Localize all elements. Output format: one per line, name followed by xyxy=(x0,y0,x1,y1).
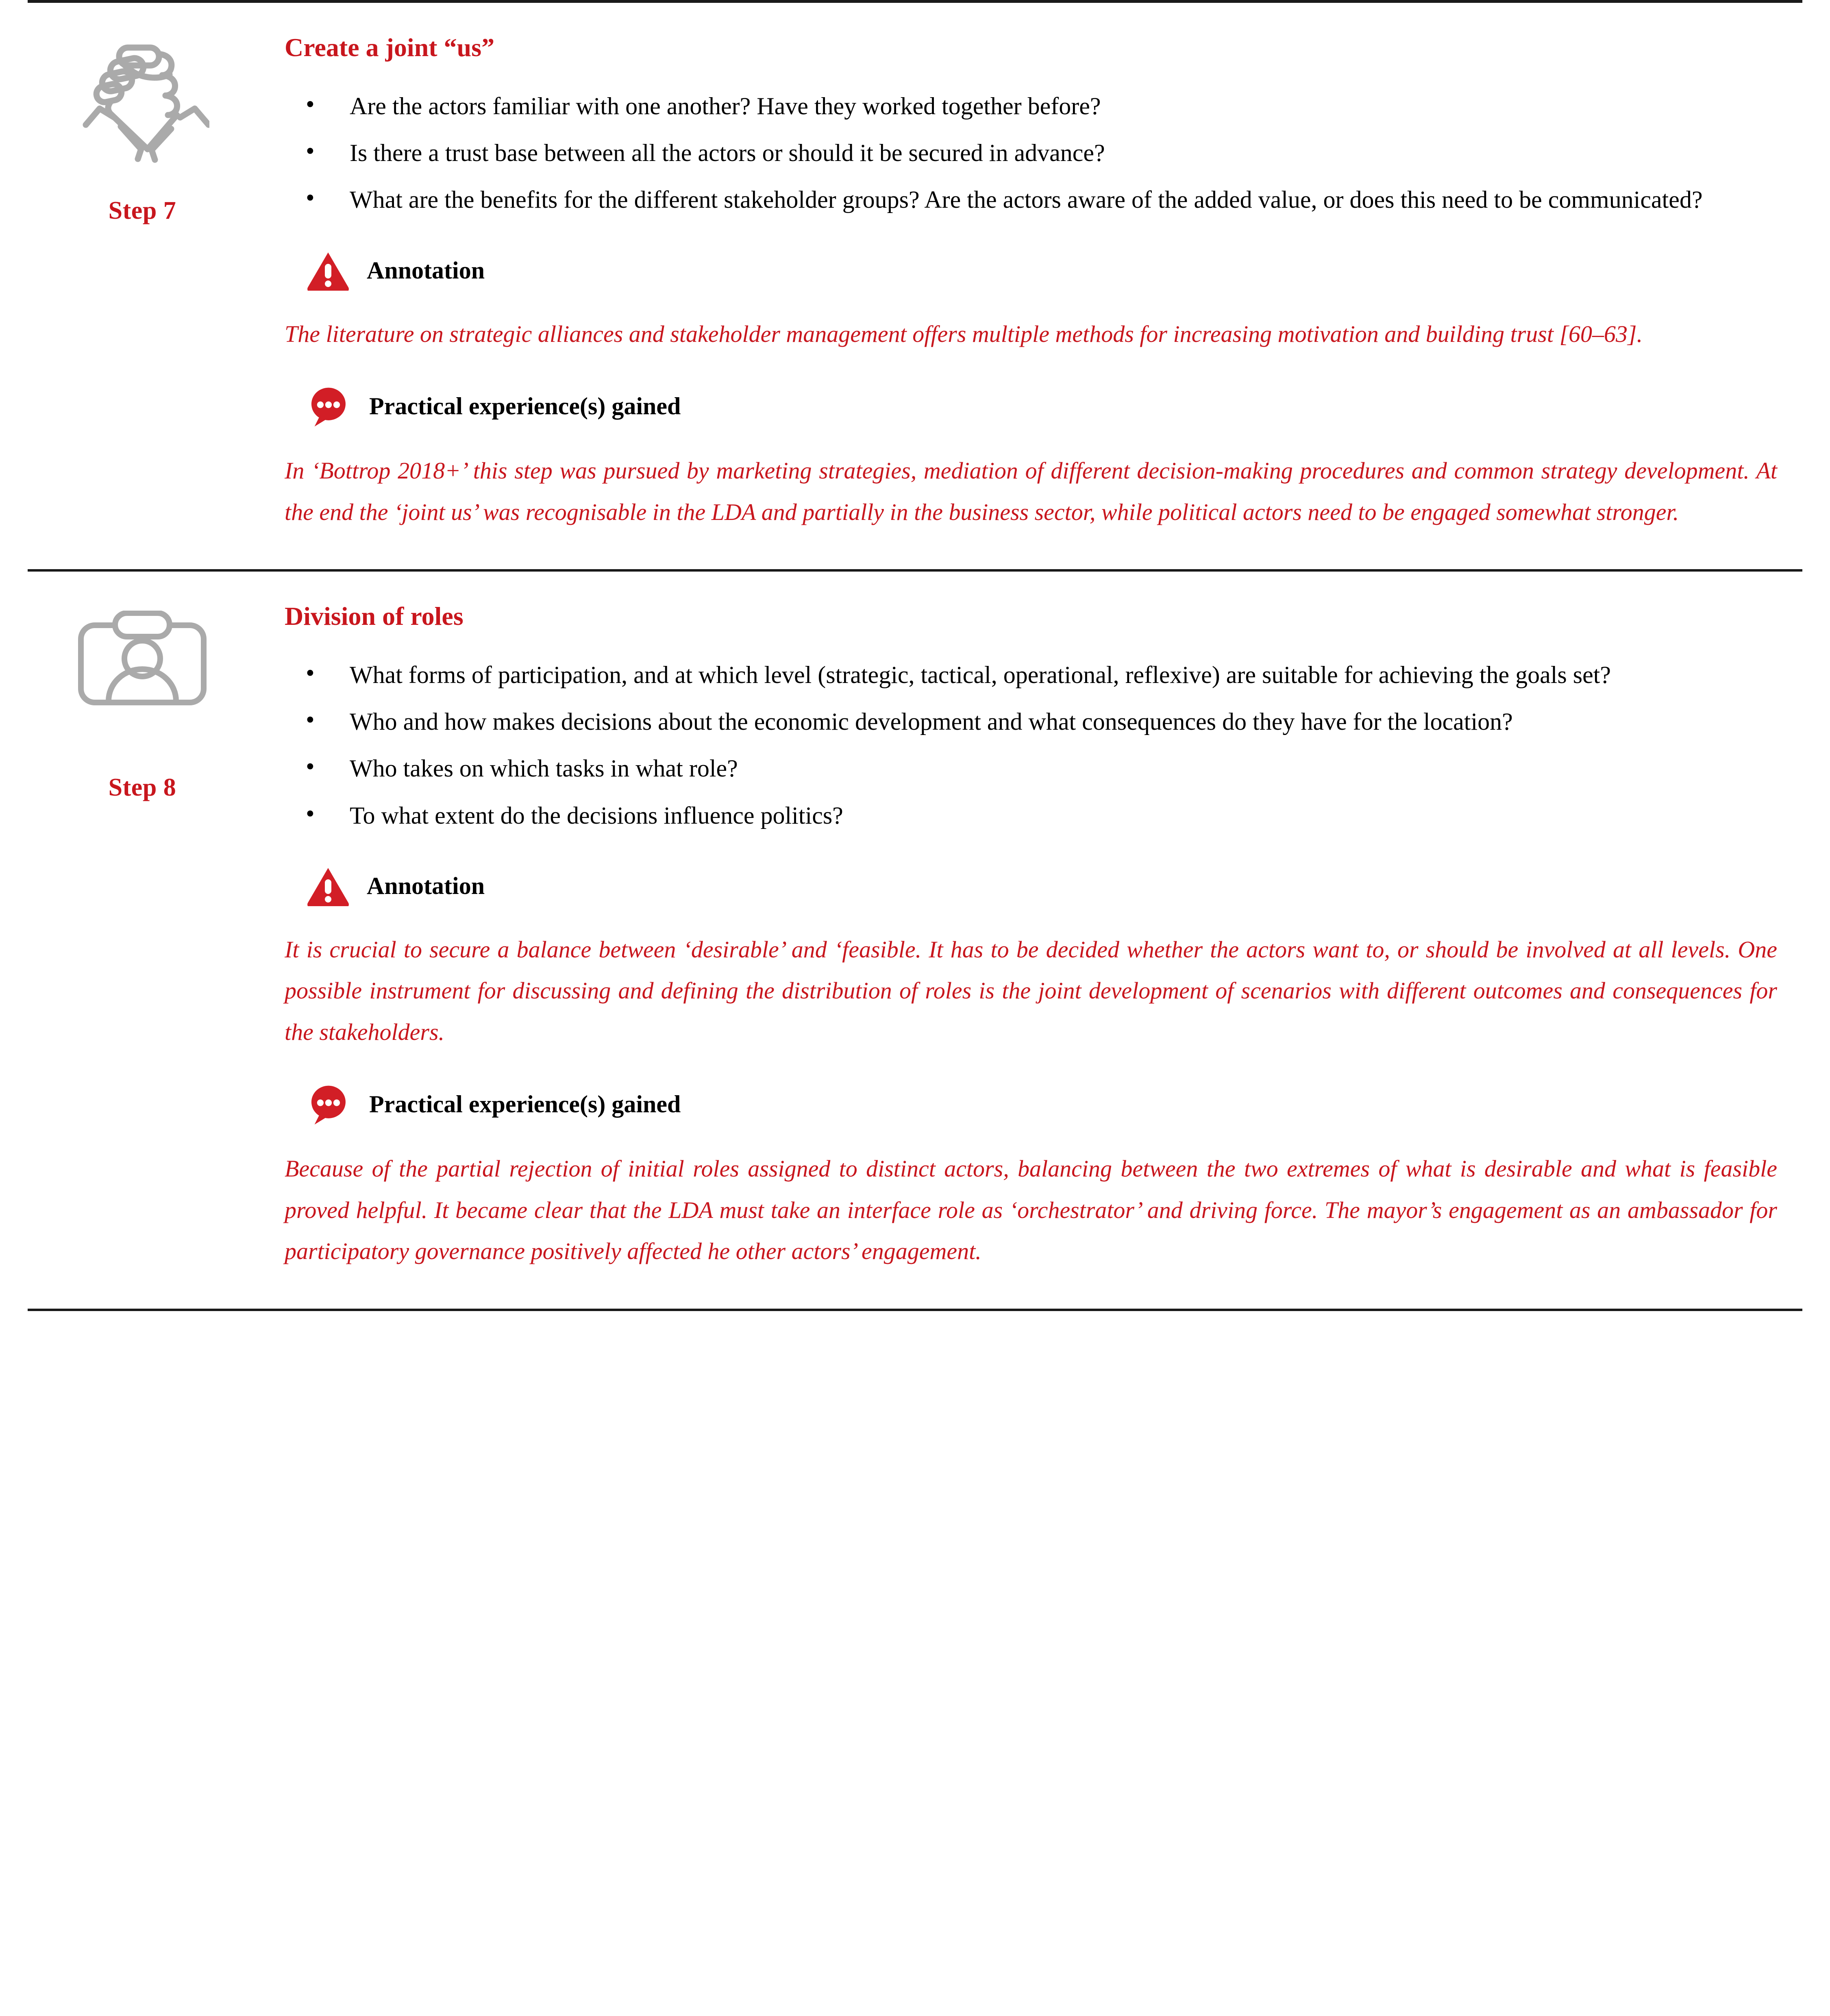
handshake-icon xyxy=(75,42,209,164)
speech-bubble-icon xyxy=(306,1083,367,1125)
step-8-practical-header xyxy=(285,1083,1781,1125)
list-item: • Is there a trust base between all the actors or should it be secured in advance? xyxy=(285,133,1781,173)
warning-triangle-icon xyxy=(306,866,367,906)
step-8-sidebar xyxy=(0,572,285,802)
step-7-title: Create a joint “us” xyxy=(285,33,495,62)
step-8-practical-heading: Practical experience(s) gained xyxy=(369,1090,681,1118)
list-item: • Who and how makes decisions about the economic development and what consequences do they have for the location? xyxy=(285,702,1781,742)
warning-triangle-icon xyxy=(306,250,367,291)
step-8-practical-text: Because of the partial rejection of initial roles assigned to distinct actors, balancing between the two extremes of what is desirable and what is feasible proved helpful. It became clear that the LDA must take an interface role as ‘orchestrator’ and driving force. The mayor’s engagement as an ambassador for participatory governance positively affected he other actors’ engagement. xyxy=(285,1155,1777,1265)
step-8-annotation-text: It is crucial to secure a balance between ‘desirable’ and ‘feasible. It has to be decided whether the actors want to, or should be involved at all levels. One possible instrument for discussing and defining the distribution of roles is the joint development of scenarios with different outcomes and consequences for the stakeholders. xyxy=(285,936,1777,1045)
step-7-bullet-list xyxy=(285,87,1781,220)
step-7-content xyxy=(285,3,1830,569)
step-8-annotation-heading: Annotation xyxy=(367,872,485,899)
list-item: • To what extent do the decisions influence politics? xyxy=(285,796,1781,835)
step-7-practical-heading: Practical experience(s) gained xyxy=(369,392,681,420)
step-section-8 xyxy=(0,572,1830,1309)
step-8-annotation-header xyxy=(285,866,1781,906)
list-item: • What are the benefits for the different stakeholder groups? Are the actors aware of the added value, or does this need to be communicated? xyxy=(285,180,1781,220)
step-8-title: Division of roles xyxy=(285,602,463,631)
step-7-annotation-header xyxy=(285,250,1781,291)
step-7-annotation-heading: Annotation xyxy=(367,257,485,284)
id-badge-person-icon xyxy=(75,611,209,712)
section-divider-bottom xyxy=(28,1309,1802,1311)
speech-bubble-icon xyxy=(306,385,367,427)
step-7-annotation-text: The literature on strategic alliances and stakeholder management offers multiple methods for increasing motivation and building trust [60–63]. xyxy=(285,320,1643,347)
step-7-practical-header xyxy=(285,385,1781,427)
section-divider-top xyxy=(28,0,1802,3)
step-section-7 xyxy=(0,3,1830,569)
step-8-label: Step 8 xyxy=(108,774,176,802)
list-item: • Are the actors familiar with one another? Have they worked together before? xyxy=(285,87,1781,126)
step-7-sidebar xyxy=(0,3,285,225)
step-7-practical-text: In ‘Bottrop 2018+’ this step was pursued by marketing strategies, mediation of different decision-making procedures and common strategy development. At the end the ‘joint us’ was recognisable in the LDA and partially in the business sector, while political actors need to be engaged somewhat stronger. xyxy=(285,457,1777,525)
step-7-label: Step 7 xyxy=(108,197,176,224)
step-8-content xyxy=(285,572,1830,1309)
step-8-bullet-list xyxy=(285,655,1781,835)
list-item: • What forms of participation, and at which level (strategic, tactical, operational, reflexive) are suitable for achieving the goals set? xyxy=(285,655,1781,695)
list-item: • Who takes on which tasks in what role? xyxy=(285,749,1781,788)
